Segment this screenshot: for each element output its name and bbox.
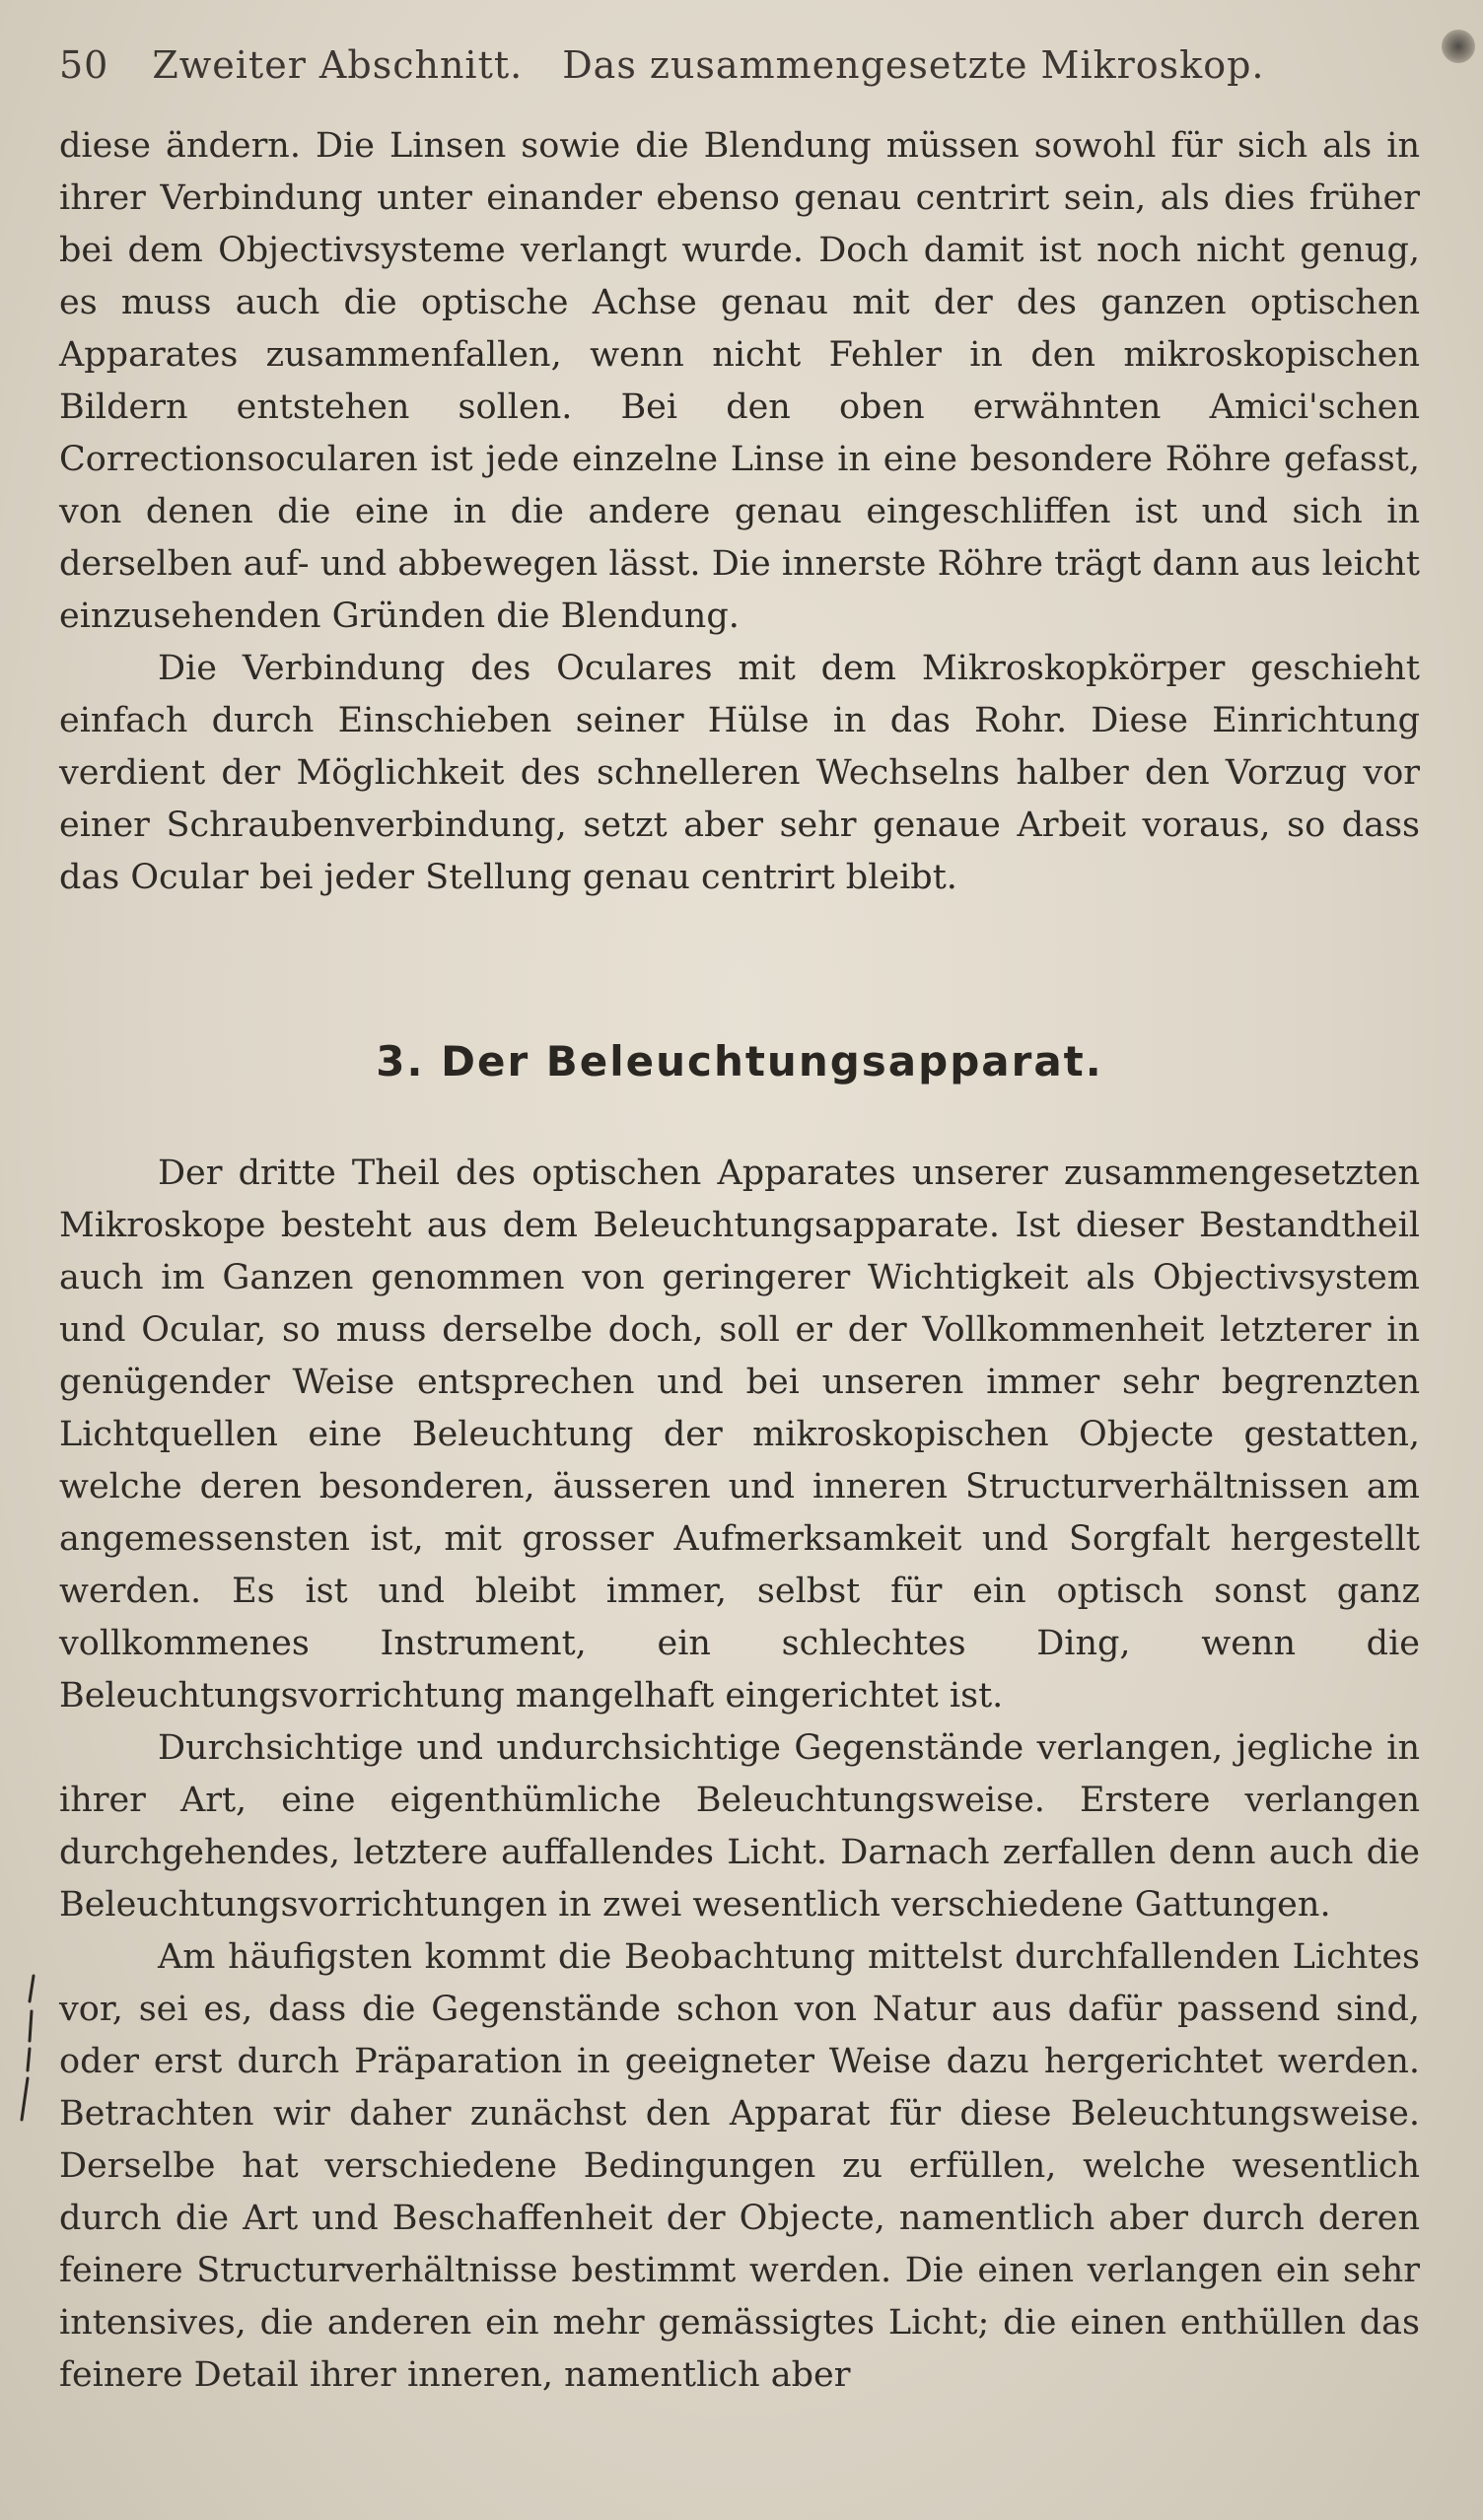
text-block-bottom [59,1148,1420,2402]
scan-speck [1442,30,1475,63]
page-number: 50 [59,43,109,87]
paragraph: diese ändern. Die Linsen sowie die Blendung müssen sowohl für sich als in ihrer Verbindung unter einander ebenso genau centrirt sein, als dies früher bei dem Objectivsysteme verlangt wurde. Doch damit ist noch nicht genug, es muss auch die optische Achse genau mit der des ganzen optischen Apparates zusammenfallen, wenn nicht Fehler in den mikroskopischen Bildern entstehen sollen. Bei den oben erwähnten Amici'schen Correctionsocularen ist jede einzelne Linse in eine besondere Röhre gefasst, von denen die eine in die andere genau eingeschliffen ist und sich in derselben auf- und abbewegen lässt. Die innerste Röhre trägt dann aus leicht einzusehenden Gründen die Blendung. [59,126,1420,636]
running-head-section: Zweiter Abschnitt. [152,43,524,87]
paragraph: Am häufigsten kommt die Beobachtung mittelst durchfallenden Lichtes vor, sei es, dass die Gegenstände schon von Natur aus dafür passend sind, oder erst durch Präparation in geeigneter Weise dazu hergerichtet werden. Betrachten wir daher zunächst den Apparat für diese Beleuchtungsweise. Derselbe hat verschiedene Bedingungen zu erfüllen, welche wesentlich durch die Art und Beschaffenheit der Objecte, namentlich aber durch deren feinere Structurverhältnisse bestimmt werden. Die einen verlangen ein sehr intensives, die anderen ein mehr gemässigtes Licht; die einen enthüllen das feinere Detail ihrer inneren, namentlich aber [59,1937,1420,2395]
running-head [59,43,1420,87]
paragraph: Durchsichtige und undurchsichtige Gegenstände verlangen, jegliche in ihrer Art, eine eigenthümliche Beleuchtungsweise. Erstere verlangen durchgehendes, letztere auffallendes Licht. Darnach zerfallen denn auch die Beleuchtungsvorrichtungen in zwei wesentlich verschiedene Gattungen. [59,1728,1420,1925]
paragraph: Der dritte Theil des optischen Apparates unserer zusammengesetzten Mikroskope besteht aus dem Beleuchtungsapparate. Ist dieser Bestandtheil auch im Ganzen genommen von geringerer Wichtigkeit als Objectivsystem und Ocular, so muss derselbe doch, soll er der Vollkommenheit letzterer in genügender Weise entsprechen und bei unseren immer sehr begrenzten Lichtquellen eine Beleuchtung der mikroskopischen Objecte gestatten, welche deren besonderen, äusseren und inneren Structurverhältnissen am angemessensten ist, mit grosser Aufmerksamkeit und Sorgfalt hergestellt werden. Es ist und bleibt immer, selbst für ein optisch sonst ganz vollkommenes Instrument, ein schlechtes Ding, wenn die Beleuchtungsvorrichtung mangelhaft eingerichtet ist. [59,1154,1420,1715]
running-head-title: Das zusammengesetzte Mikroskop. [562,43,1265,87]
text-block-top [59,120,1420,904]
paragraph: Die Verbindung des Oculares mit dem Mikroskopkörper geschieht einfach durch Einschieben seiner Hülse in das Rohr. Diese Einrichtung verdient der Möglichkeit des schnelleren Wechselns halber den Vorzug vor einer Schraubenverbindung, setzt aber sehr genaue Arbeit voraus, so dass das Ocular bei jeder Stellung genau centrirt bleibt. [59,649,1420,897]
margin-pencil-mark [8,1972,47,2130]
section-heading: 3. Der Beleuchtungsapparat. [376,1037,1103,1085]
